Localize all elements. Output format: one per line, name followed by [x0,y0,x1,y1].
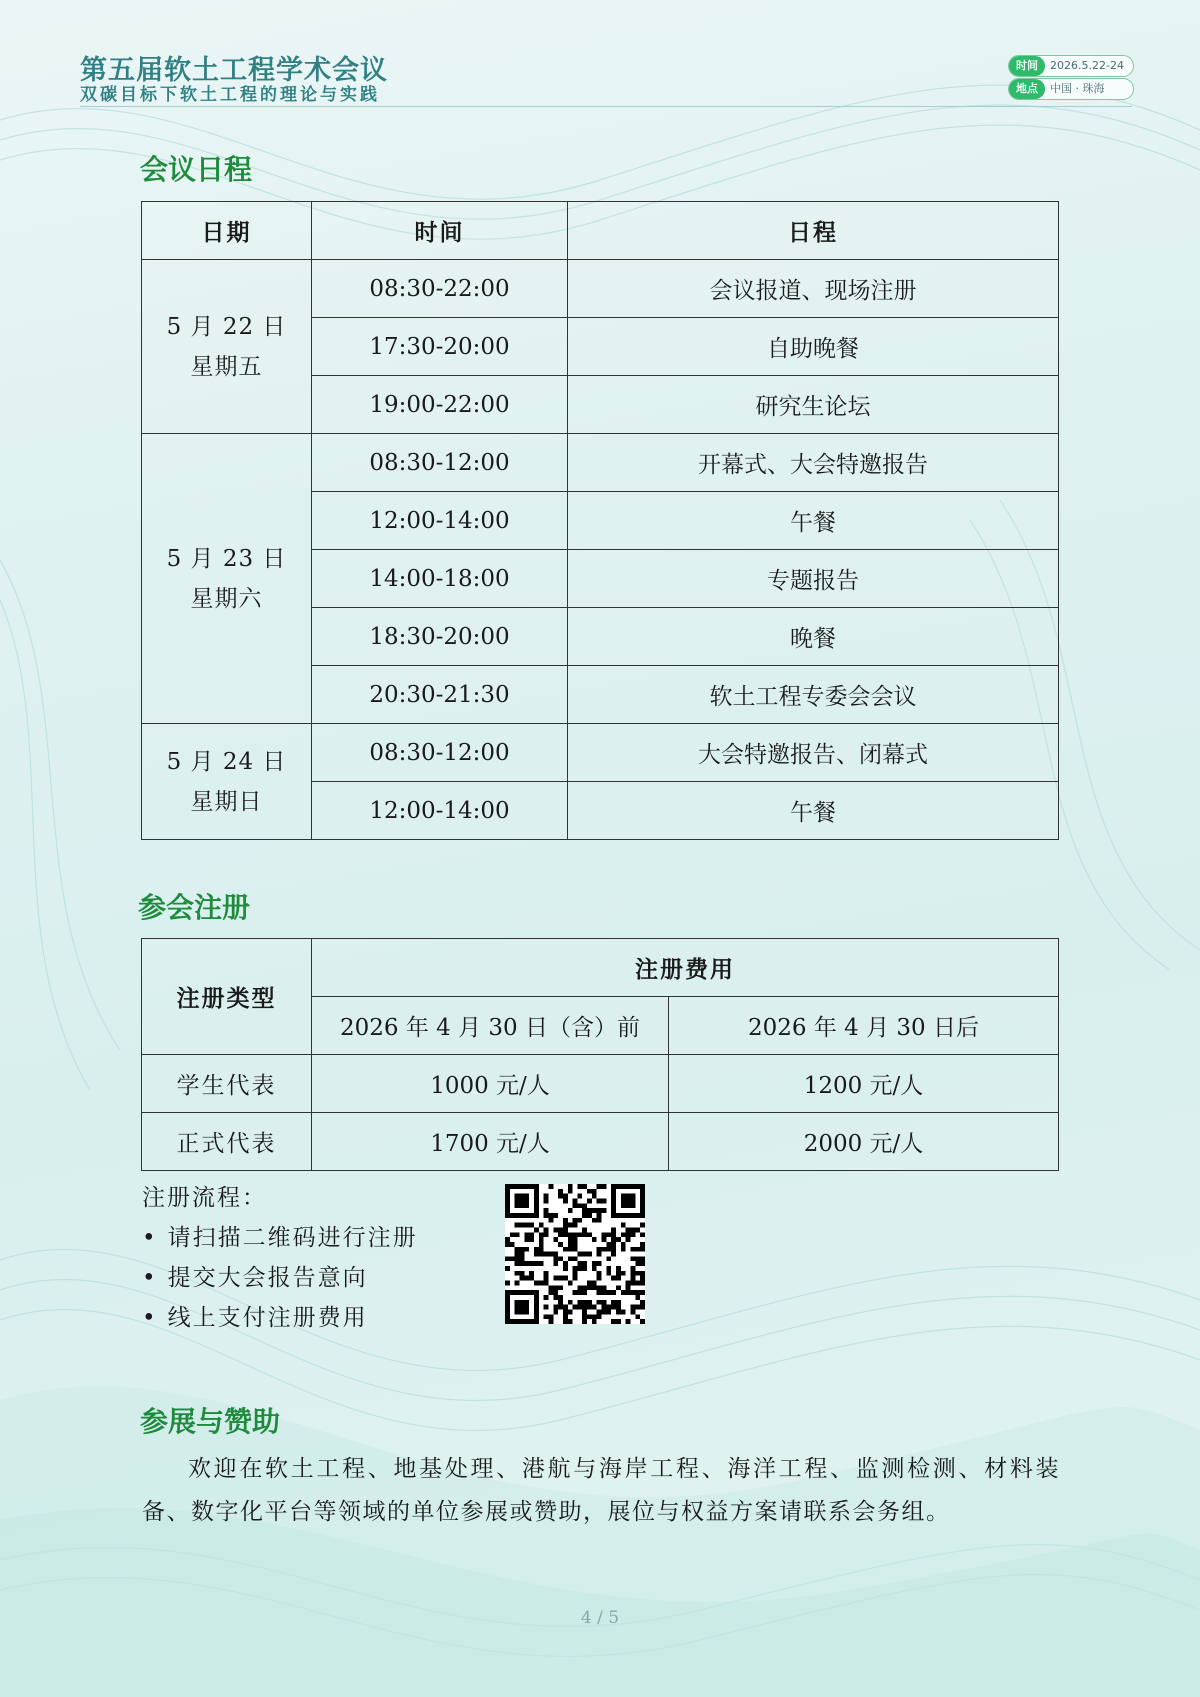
sponsorship-title: 参展与赞助 [140,1405,281,1438]
header-late: 2026 年 4 月 30 日后 [669,997,1059,1055]
date-text: 5 月 22 日 [166,313,287,340]
time-cell: 12:00-14:00 [312,782,568,840]
time-cell: 18:30-20:00 [312,608,568,666]
schedule-title: 会议日程 [140,153,253,186]
event-cell: 会议报道、现场注册 [568,260,1059,318]
event-cell: 研究生论坛 [568,376,1059,434]
late-fee-cell: 1200 元/人 [669,1055,1059,1113]
time-value: 2026.5.22-24 [1050,59,1124,72]
schedule-header-row [142,202,1059,260]
time-cell: 17:30-20:00 [312,318,568,376]
conference-title: 第五届软土工程学术会议 [80,55,388,86]
time-tag: 时间 [1009,56,1045,76]
header-event: 日程 [568,202,1059,260]
late-fee-cell: 2000 元/人 [669,1113,1059,1171]
registration-title: 参会注册 [138,891,251,924]
list-item: • 提交大会报告意向 [142,1258,418,1298]
place-badge [1008,78,1134,100]
event-cell: 午餐 [568,782,1059,840]
event-cell: 午餐 [568,492,1059,550]
place-value: 中国 · 珠海 [1050,82,1105,95]
place-tag: 地点 [1009,79,1045,99]
fee-header-row [142,939,1059,997]
table-row [142,724,1059,782]
page-number: 4 / 5 [580,1608,620,1628]
list-item: • 线上支付注册费用 [142,1298,418,1338]
early-fee-cell: 1000 元/人 [312,1055,669,1113]
event-cell: 晚餐 [568,608,1059,666]
time-cell: 08:30-12:00 [312,724,568,782]
date-text: 5 月 23 日 [166,545,287,572]
event-cell: 专题报告 [568,550,1059,608]
conference-subtitle: 双碳目标下软土工程的理论与实践 [80,85,380,105]
time-badge [1008,55,1134,77]
header-reg-fee: 注册费用 [312,939,1059,997]
header-divider [80,106,1132,107]
date-cell-day3 [142,724,312,840]
date-cell-day2 [142,434,312,724]
weekday-text: 星期五 [190,353,263,380]
time-cell: 20:30-21:30 [312,666,568,724]
process-title: 注册流程： [142,1185,267,1211]
weekday-text: 星期日 [190,788,263,815]
time-cell: 08:30-12:00 [312,434,568,492]
date-text: 5 月 24 日 [166,748,287,775]
table-row [142,1113,1059,1171]
registration-process [142,1178,418,1338]
table-row [142,260,1059,318]
date-cell-day1 [142,260,312,434]
time-cell: 08:30-22:00 [312,260,568,318]
sponsorship-text: 欢迎在软土工程、地基处理、港航与海岸工程、海洋工程、监测检测、材料装备、数字化平台等领域的单位参展或赞助，展位与权益方案请联系会务组。 [142,1456,1060,1525]
fee-table [141,938,1059,1171]
time-cell: 19:00-22:00 [312,376,568,434]
time-cell: 12:00-14:00 [312,492,568,550]
event-cell: 自助晚餐 [568,318,1059,376]
header-early: 2026 年 4 月 30 日（含）前 [312,997,669,1055]
list-item: • 请扫描二维码进行注册 [142,1218,418,1258]
header-reg-type: 注册类型 [142,939,312,1055]
event-cell: 大会特邀报告、闭幕式 [568,724,1059,782]
schedule-table [141,201,1059,840]
event-cell: 开幕式、大会特邀报告 [568,434,1059,492]
early-fee-cell: 1700 元/人 [312,1113,669,1171]
event-cell: 软土工程专委会会议 [568,666,1059,724]
header-date: 日期 [142,202,312,260]
time-cell: 14:00-18:00 [312,550,568,608]
registration-qr-code[interactable] [505,1184,645,1324]
reg-type-cell: 正式代表 [142,1113,312,1171]
table-row [142,1055,1059,1113]
weekday-text: 星期六 [190,585,263,612]
header-time: 时间 [312,202,568,260]
table-row [142,434,1059,492]
reg-type-cell: 学生代表 [142,1055,312,1113]
